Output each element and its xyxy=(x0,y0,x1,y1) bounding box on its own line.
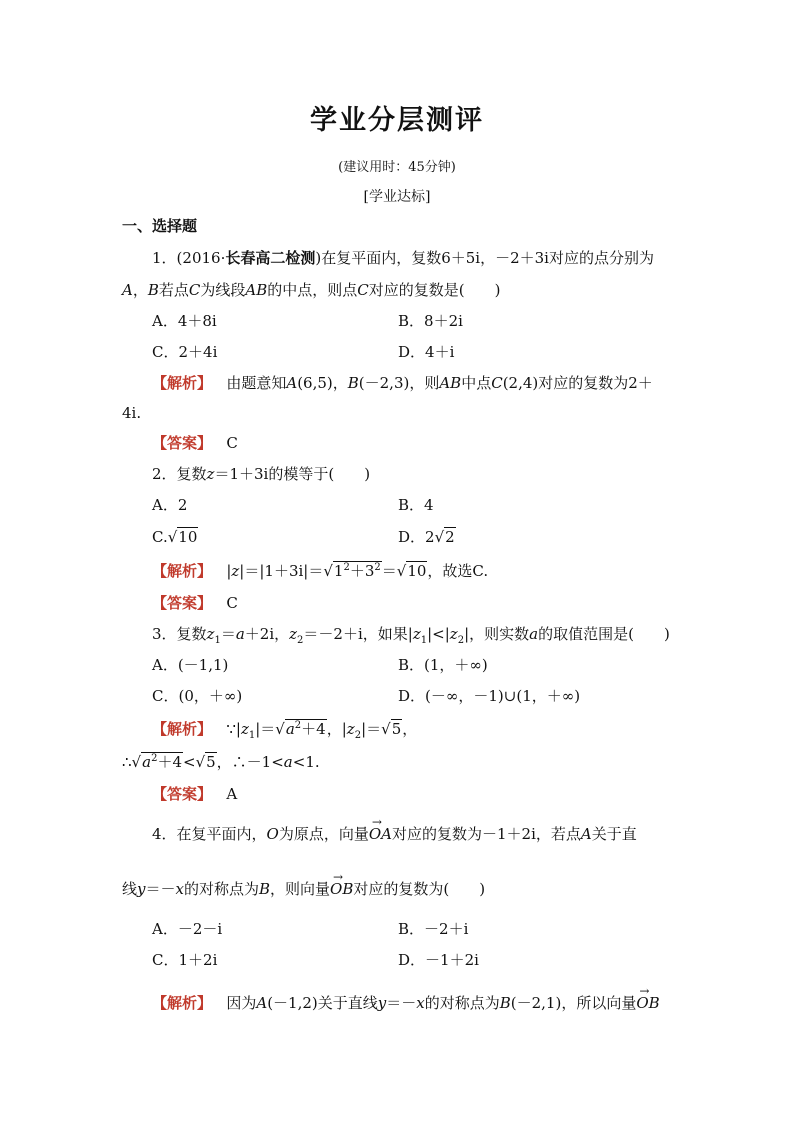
text: |＝|1＋3i|＝ xyxy=(239,562,324,580)
q1-option-b: B．8＋2i xyxy=(398,312,463,330)
var-z: z xyxy=(240,720,249,738)
subscript: 2 xyxy=(297,635,304,646)
var-x: x xyxy=(416,994,425,1012)
subscript: 1 xyxy=(214,635,221,646)
text: 对应的复数为－1＋2i，若点 xyxy=(392,825,581,843)
q1-option-a: A．4＋8i xyxy=(152,312,217,330)
level-banner: [学业达标] xyxy=(363,189,431,205)
var-C: C xyxy=(188,281,201,299)
q4-analysis xyxy=(152,993,660,1013)
var-a: a xyxy=(142,753,152,771)
vector-OB: → OB xyxy=(636,993,659,1013)
var-z: z xyxy=(231,562,240,580)
q3-option-c: C．(0，＋∞) xyxy=(152,687,243,705)
var-z: z xyxy=(206,625,215,643)
var-B: B xyxy=(347,374,359,392)
q4-stem-line1 xyxy=(152,824,637,844)
var-B: B xyxy=(147,281,159,299)
q1-analysis-cont: 4i. xyxy=(122,404,142,422)
text: 1 xyxy=(333,562,344,580)
text: (－2,3)，则 xyxy=(358,374,440,392)
answer-value: C xyxy=(226,594,238,612)
q4-option-a: A．－2－i xyxy=(152,920,223,938)
sqrt-content: 10 xyxy=(407,562,427,580)
var-z: z xyxy=(449,625,458,643)
var-z: z xyxy=(289,625,298,643)
text: C. xyxy=(152,528,168,546)
text: 为线段 xyxy=(200,281,246,299)
vector-OB: → OB xyxy=(330,879,353,899)
var-B: B xyxy=(259,880,271,898)
q3-analysis: 【解析】 $\because|z_1|=√a^2+4$，$|z_2|=√5$， xyxy=(152,720,418,741)
text: (6,5)， xyxy=(297,374,348,392)
q4-stem-line2 xyxy=(122,879,485,899)
analysis-label: 【解析】 xyxy=(152,374,213,392)
sqrt-content: 5 xyxy=(206,753,216,771)
subscript: 1 xyxy=(420,635,428,646)
text: ∴ xyxy=(122,753,132,771)
text: ＝－ xyxy=(145,880,176,898)
var-y: y xyxy=(137,880,146,898)
text: ＝－ xyxy=(386,994,417,1012)
text: 的取值范围是( ) xyxy=(538,625,670,643)
text: 若点 xyxy=(158,281,189,299)
q1-stem-part: 1．(2016· xyxy=(152,249,226,267)
var-a: a xyxy=(235,625,245,643)
text: 的中点，则点 xyxy=(267,281,358,299)
analysis-label: 【解析】 xyxy=(152,562,213,580)
q1-option-d: D．4＋i xyxy=(398,343,455,361)
var-O: O xyxy=(266,825,279,843)
exponent: 2 xyxy=(374,562,381,573)
q1-stem-part: )在复平面内，复数6＋5i，－2＋3i对应的点分别为 xyxy=(315,249,654,267)
q2-answer xyxy=(152,593,238,613)
q1-stem-line2 xyxy=(122,280,500,300)
q3-answer xyxy=(152,784,237,804)
text: |，则实数 xyxy=(464,625,530,643)
subscript: 2 xyxy=(457,635,465,646)
section-heading: 一、选择题 xyxy=(122,217,198,235)
q3-option-a: A．(－1,1) xyxy=(152,656,229,674)
var-y: y xyxy=(377,994,387,1012)
text: ＋3 xyxy=(349,562,375,580)
q1-source: 长春高二检测 xyxy=(225,249,316,267)
q2-analysis: 【解析】 $|z|=|1+3i|=√1^2+3^2=√10$，故选C. xyxy=(152,562,489,580)
q1-option-c: C．2＋4i xyxy=(152,343,218,361)
text: ＋4 xyxy=(157,753,182,771)
answer-label: 【答案】 xyxy=(152,594,213,612)
q2-option-b: B．4 xyxy=(398,496,434,514)
q1-answer xyxy=(152,433,238,453)
text: 由题意知 xyxy=(226,374,287,392)
answer-value: C xyxy=(226,434,238,452)
var-C: C xyxy=(357,281,369,299)
text: 因为 xyxy=(226,994,257,1012)
q1-analysis xyxy=(152,373,653,393)
text: < xyxy=(182,753,196,771)
text: ，∴－1< xyxy=(216,753,284,771)
q4-option-b: B．－2＋i xyxy=(398,920,469,938)
text: |<| xyxy=(427,625,450,643)
text: ，| xyxy=(326,720,347,738)
q3-option-d: D．(－∞，－1)∪(1，＋∞) xyxy=(398,687,581,705)
text: 对应的复数是( ) xyxy=(368,281,501,299)
text: 对应的复数为( ) xyxy=(353,880,486,898)
text: ＋2i， xyxy=(244,625,290,643)
q2-option-d: D．2√2 xyxy=(398,528,455,546)
text: ， xyxy=(402,720,418,738)
text: 为原点，向量 xyxy=(278,825,369,843)
sqrt-content: 10 xyxy=(178,528,198,546)
var-a: a xyxy=(283,753,293,771)
text: ，则向量 xyxy=(270,880,331,898)
text: ＝ xyxy=(220,625,236,643)
q2-option-a: A．2 xyxy=(152,496,188,514)
text: 4．在复平面内， xyxy=(152,825,267,843)
q1-stem-line1 xyxy=(152,248,654,268)
var-A: A xyxy=(580,825,592,843)
text: ＝1＋3i的模等于( ) xyxy=(214,465,371,483)
text: D．2 xyxy=(398,528,435,546)
var-A: A xyxy=(286,374,298,392)
exponent: 2 xyxy=(343,562,350,573)
answer-label: 【答案】 xyxy=(152,434,213,452)
var-C: C xyxy=(491,374,503,392)
sqrt-content xyxy=(333,561,382,580)
q3-stem xyxy=(152,624,670,644)
text: 的对称点为 xyxy=(183,880,259,898)
var-A: A xyxy=(256,994,268,1012)
text: |＝ xyxy=(361,720,382,738)
sqrt-content: 5 xyxy=(391,720,402,738)
exponent: 2 xyxy=(294,720,302,731)
q2-stem xyxy=(152,464,370,484)
text: 3．复数 xyxy=(152,625,207,643)
text: (－2,1)，所以向量 xyxy=(510,994,637,1012)
suggested-time: (建议用时：45分钟) xyxy=(338,160,456,175)
var-B: B xyxy=(499,994,511,1012)
sqrt-content xyxy=(141,752,183,771)
text: ∵| xyxy=(226,720,241,738)
sqrt-content xyxy=(285,719,327,738)
answer-value: A xyxy=(226,785,238,803)
exponent: 2 xyxy=(151,753,158,764)
analysis-label: 【解析】 xyxy=(152,994,213,1012)
var-A: A xyxy=(122,281,133,299)
answer-label: 【答案】 xyxy=(152,785,213,803)
var-z: z xyxy=(206,465,215,483)
q4-option-c: C．1＋2i xyxy=(152,951,218,969)
text: |＝ xyxy=(255,720,276,738)
text: ＝－2＋i，如果| xyxy=(303,625,413,643)
q4-option-d: D．－1＋2i xyxy=(398,951,479,969)
analysis-label: 【解析】 xyxy=(152,720,213,738)
var-AB: AB xyxy=(245,281,268,299)
text: (－1,2)关于直线 xyxy=(267,994,378,1012)
text: ，故选C. xyxy=(427,562,489,580)
text: | xyxy=(226,562,232,580)
q3-option-b: B．(1，＋∞) xyxy=(398,656,488,674)
vector-OA: → OA xyxy=(369,824,392,844)
page-title: 学业分层测评 xyxy=(310,105,484,136)
text: 的对称点为 xyxy=(424,994,500,1012)
text: (2,4)对应的复数为2＋ xyxy=(502,374,653,392)
var-a: a xyxy=(285,720,295,738)
var-z: z xyxy=(346,720,355,738)
subscript: 1 xyxy=(248,730,256,741)
var-z: z xyxy=(412,625,421,643)
text: 中点 xyxy=(461,374,492,392)
text: ＝ xyxy=(381,562,397,580)
var-a: a xyxy=(529,625,539,643)
text: 线 xyxy=(122,880,138,898)
text: <1. xyxy=(292,753,320,771)
subscript: 2 xyxy=(354,730,362,741)
text: ＋4 xyxy=(301,720,326,738)
text: ， xyxy=(132,281,148,299)
sqrt-content: 2 xyxy=(445,528,455,546)
var-AB: AB xyxy=(439,374,462,392)
q2-option-c: C.√10 xyxy=(152,528,198,546)
var-x: x xyxy=(175,880,184,898)
text: 2．复数 xyxy=(152,465,207,483)
q3-analysis-cont: $\therefore√a^2+4<√5$，∴－1<a<1. xyxy=(122,753,320,771)
text: 关于直 xyxy=(591,825,637,843)
